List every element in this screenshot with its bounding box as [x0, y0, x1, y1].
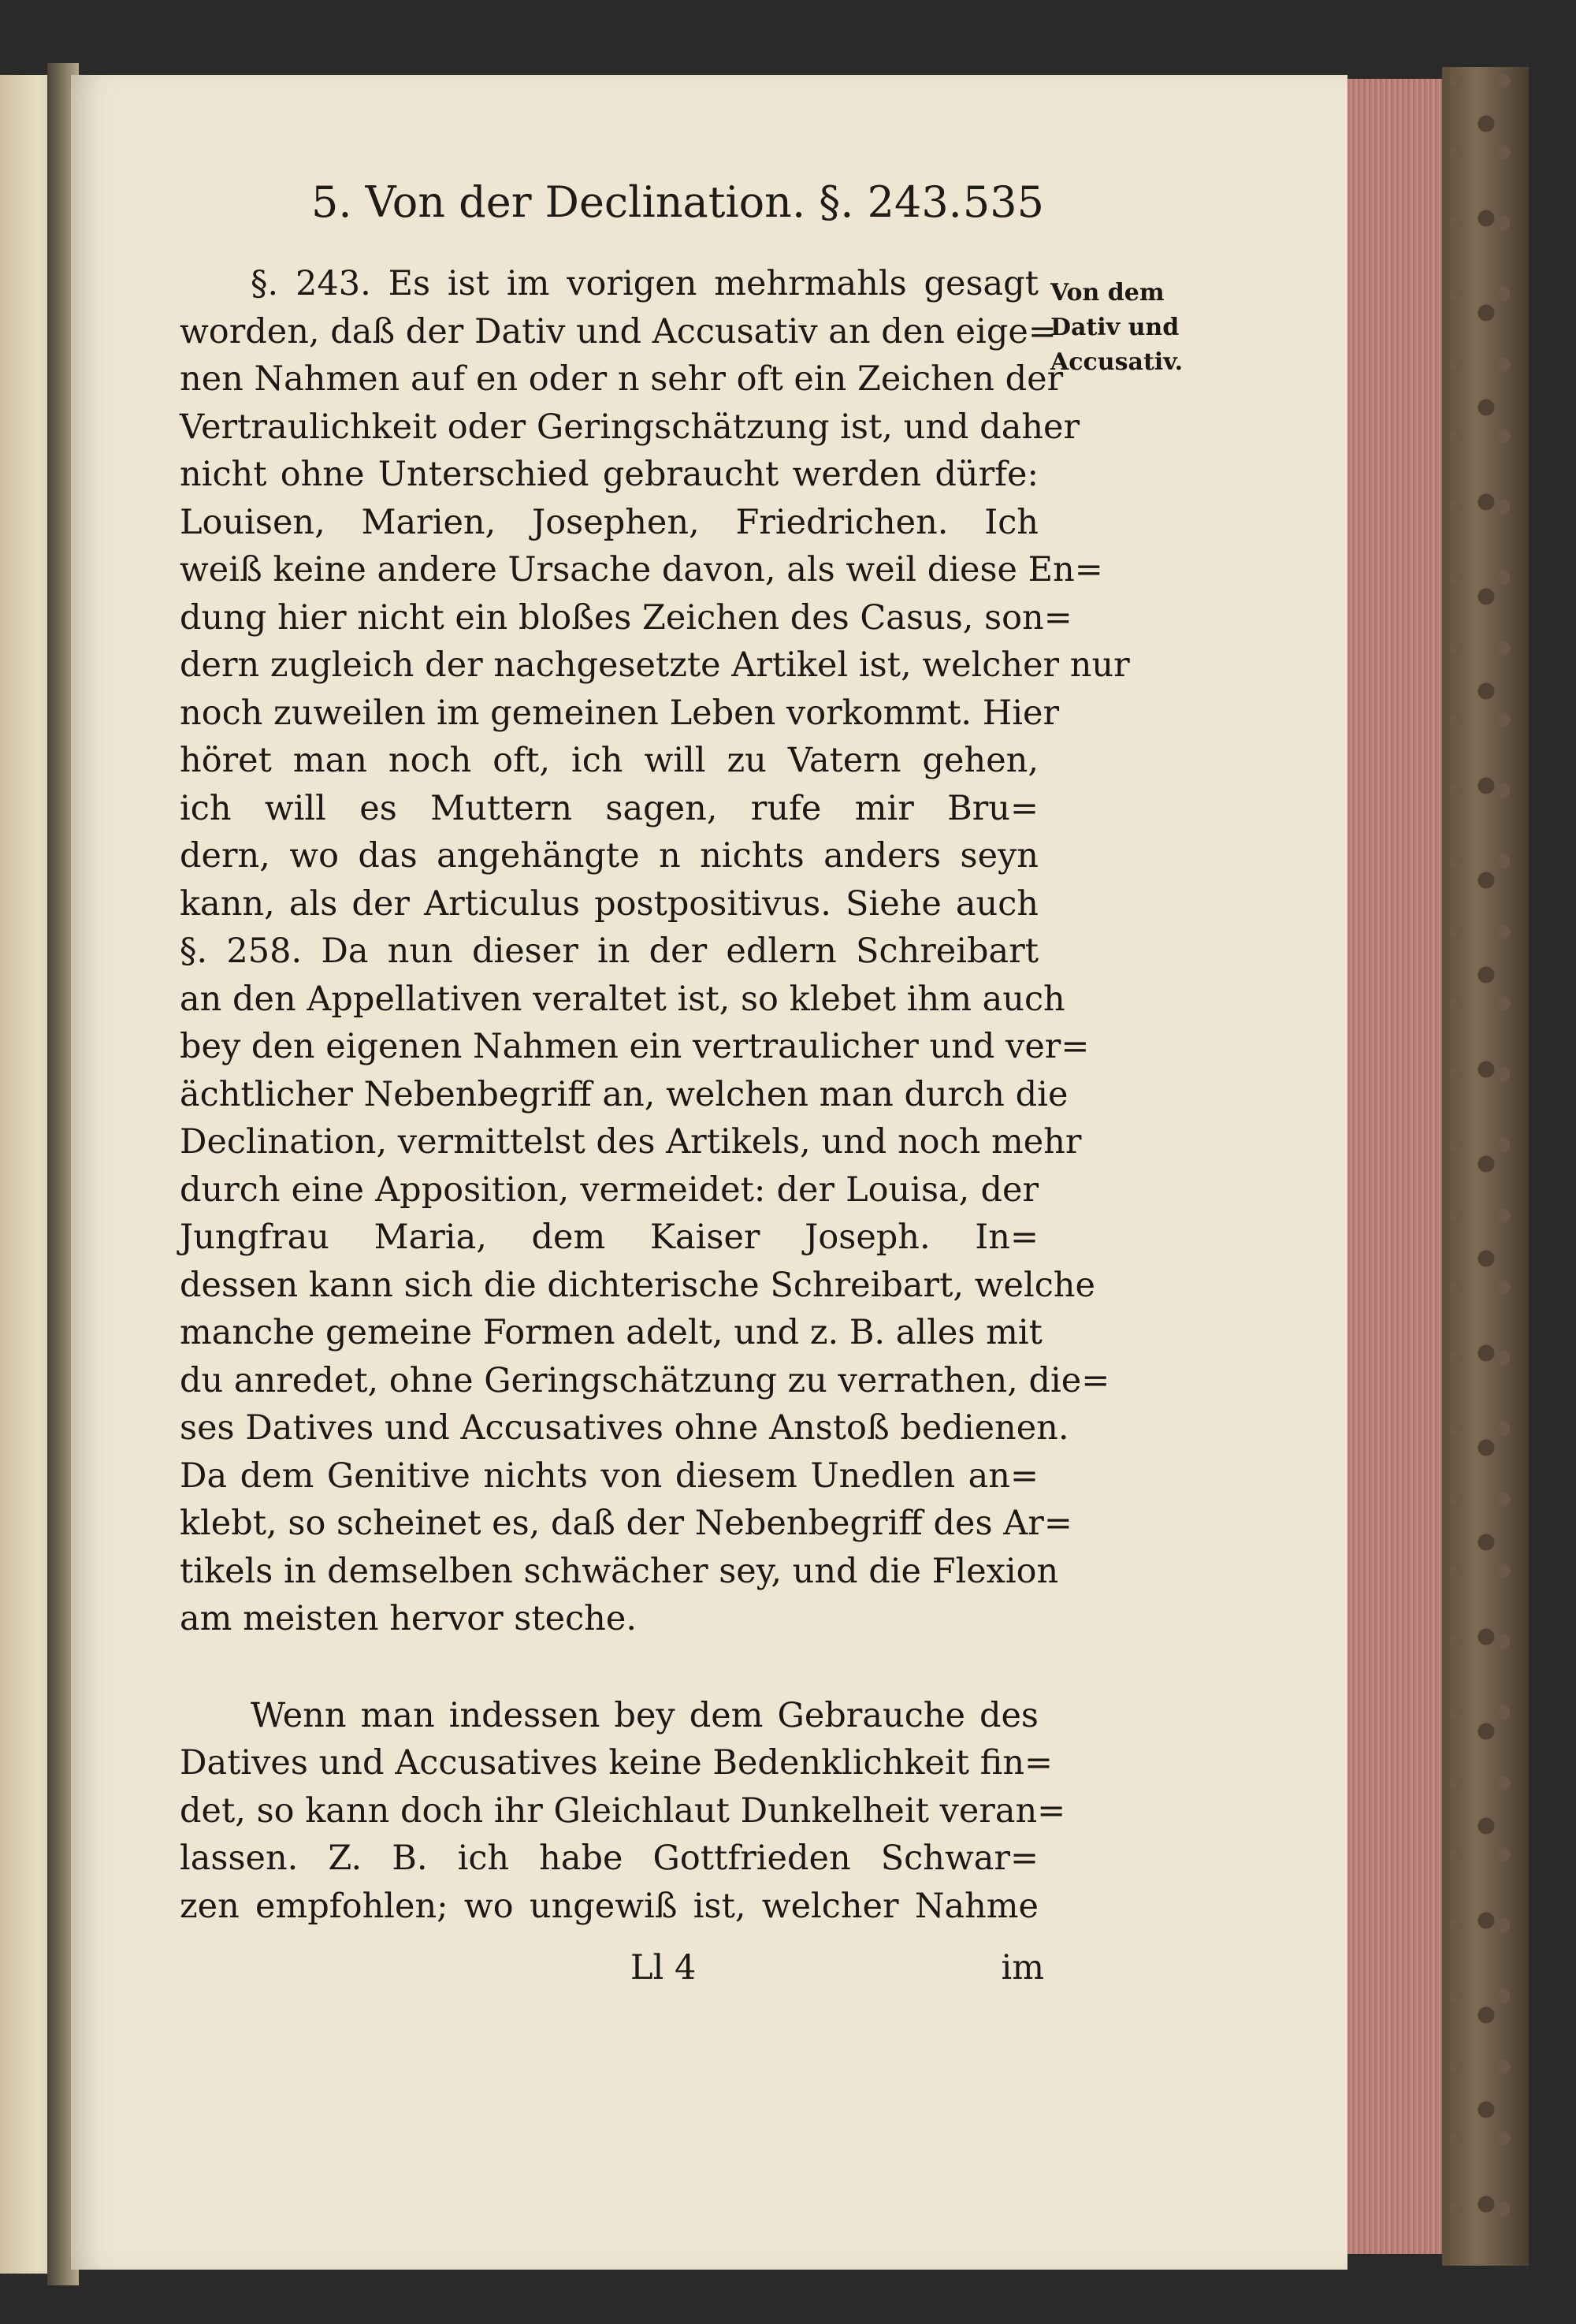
text-line: §. 243. Es ist im vorigen mehrmahls gesagt [251, 264, 1039, 303]
text-line: Louisen, Marien, Josephen, Friedrichen. Ich [180, 502, 1039, 542]
text-line: manche gemeine Formen adelt, und z. B. alles mit [180, 1313, 1043, 1352]
text-line: dern, wo das angehängte n nichts anders seyn [180, 836, 1039, 876]
text-line: Datives und Accusatives keine Bedenklichkeit fin= [180, 1743, 1054, 1783]
page-footer [630, 1948, 1044, 1995]
text-line: Da dem Genitive nichts von diesem Unedlen an= [180, 1456, 1039, 1496]
text-line: dessen kann sich die dichterische Schreibart, welche [180, 1265, 1095, 1305]
text-line: dung hier nicht ein bloßes Zeichen des Casus, son= [180, 597, 1072, 638]
text-line: Jungfrau Maria, dem Kaiser Joseph. In= [180, 1218, 1039, 1257]
page-edges [1336, 79, 1448, 2254]
book-cover-edge [1442, 67, 1529, 2266]
text-line: kann, als der Articulus postpositivus. Siehe auch [180, 883, 1039, 924]
text-line: klebt, so scheinet es, daß der Nebenbegriff des Ar= [180, 1504, 1072, 1543]
marginal-note-line: Von dem [1050, 279, 1165, 307]
text-line: bey den eigenen Nahmen ein vertraulicher und ver= [180, 1027, 1090, 1066]
signature-mark: Ll 4 [630, 1948, 697, 1987]
text-line: nicht ohne Unterschied gebraucht werden dürfe: [180, 455, 1039, 494]
marginal-note-line: Dativ und [1050, 314, 1180, 341]
text-line: zen empfohlen; wo ungewiß ist, welcher Nahme [180, 1886, 1039, 1926]
text-line: noch zuweilen im gemeinen Leben vorkommt. Hier [180, 693, 1060, 733]
text-line: Wenn man indessen bey dem Gebrauche des [251, 1695, 1039, 1735]
text-line: tikels in demselben schwächer sey, und die Flexion [180, 1551, 1059, 1591]
header-title: 5. Von der Declination. §. 243. [311, 177, 962, 227]
text-line: du anredet, ohne Geringschätzung zu verrathen, die= [180, 1360, 1110, 1400]
text-line: Vertraulichkeit oder Geringschätzung ist, und daher [180, 407, 1080, 447]
marginal-note-line: Accusativ. [1050, 348, 1184, 376]
text-line: det, so kann doch ihr Gleichlaut Dunkelheit veran= [180, 1790, 1066, 1831]
page-number: 535 [962, 177, 1044, 227]
text-line: am meisten hervor steche. [180, 1599, 637, 1638]
paragraph-2 [180, 1692, 1066, 1931]
text-line: §. 258. Da nun dieser in der edlern Schreibart [180, 931, 1039, 971]
text-line: an den Appellativen veraltet ist, so klebet ihm auch [180, 979, 1065, 1019]
paragraph-gap [180, 1643, 1039, 1692]
text-line: worden, daß der Dativ und Accusativ an den eige= [180, 311, 1057, 351]
text-line: dern zugleich der nachgesetzte Artikel ist, welcher nur [180, 645, 1130, 685]
text-line: höret man noch oft, ich will zu Vatern gehen, [180, 741, 1039, 780]
text-line: ses Datives und Accusatives ohne Anstoß bedienen. [180, 1408, 1069, 1448]
running-header [311, 177, 1044, 232]
text-line: durch eine Apposition, vermeidet: der Louisa, der [180, 1169, 1039, 1210]
marginal-note [1050, 276, 1208, 380]
text-line: Declination, vermittelst des Artikels, und noch mehr [180, 1122, 1082, 1162]
text-line: lassen. Z. B. ich habe Gottfrieden Schwar= [180, 1839, 1039, 1878]
text-line: ich will es Muttern sagen, rufe mir Bru= [180, 788, 1039, 828]
text-line: weiß keine andere Ursache davon, als weil diese En= [180, 550, 1103, 589]
text-line: nen Nahmen auf en oder n sehr oft ein Zeichen der [180, 359, 1064, 399]
text-line: ächtlicher Nebenbegriff an, welchen man durch die [180, 1074, 1069, 1114]
catchword: im [1001, 1948, 1044, 1987]
